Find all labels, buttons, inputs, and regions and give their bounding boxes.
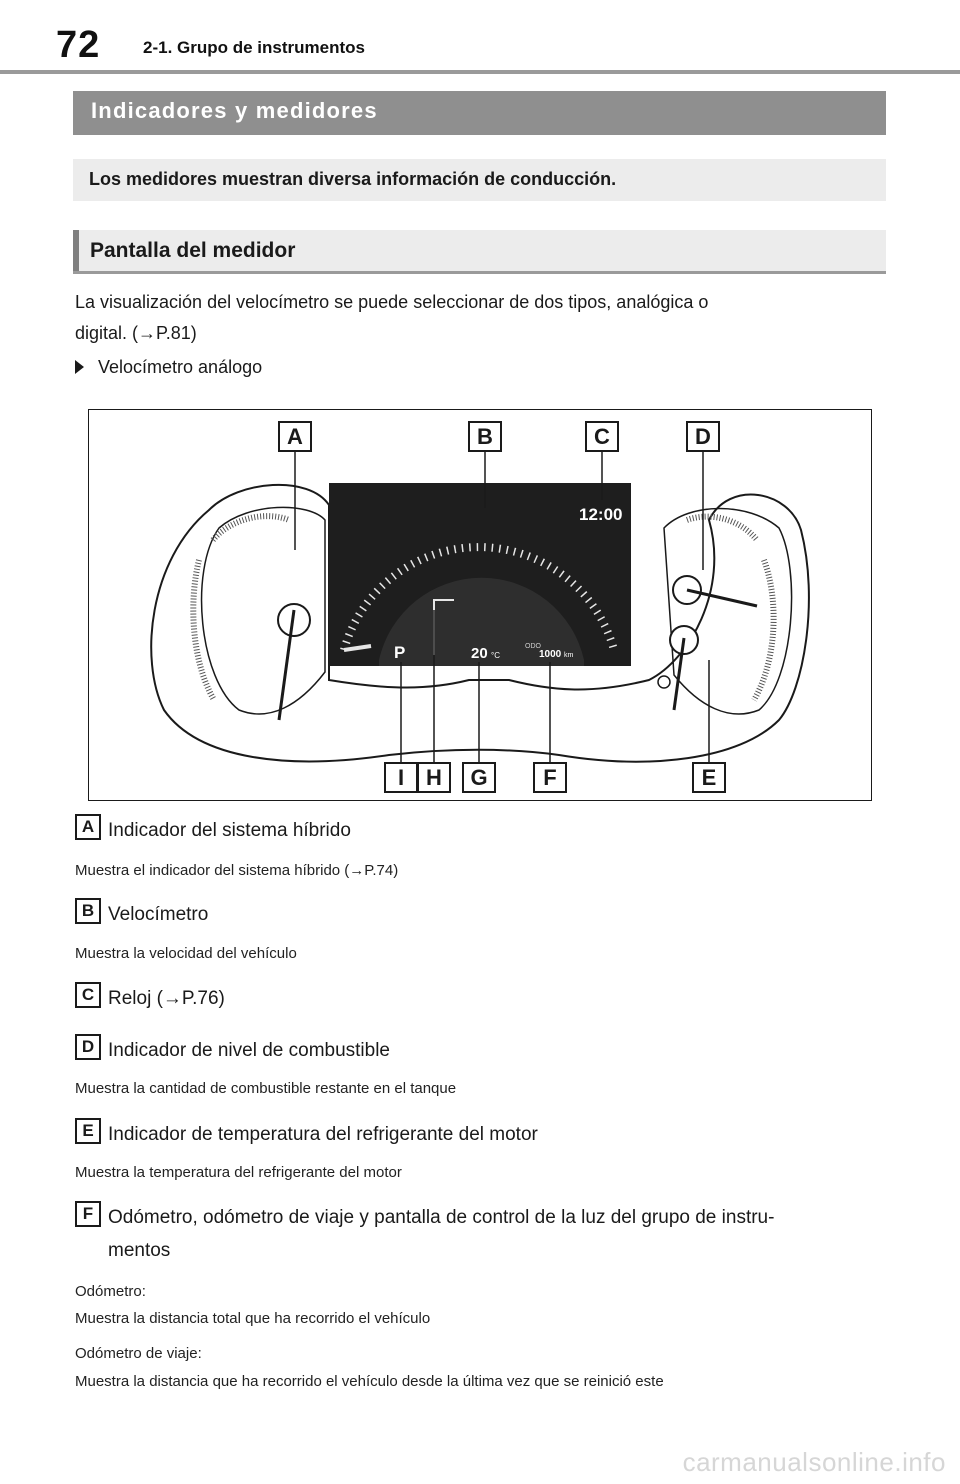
item-badge-f: F xyxy=(75,1201,101,1227)
intro-text: Los medidores muestran diversa información de conducción. xyxy=(89,169,617,189)
display-odo-value: 1000 xyxy=(539,649,562,660)
display-odo-unit: km xyxy=(564,652,574,659)
item-title-f-line-2: mentos xyxy=(108,1240,171,1261)
body-line-1: La visualización del velocímetro se puede seleccionar de dos tipos, analógica o xyxy=(75,292,709,312)
callout-e: E xyxy=(692,762,726,793)
body-paragraph xyxy=(75,287,875,349)
subsection-bar xyxy=(73,230,886,274)
display-clock: 12:00 xyxy=(579,505,623,524)
subsection-title: Pantalla del medidor xyxy=(90,239,296,262)
item-title-e: Indicador de temperatura del refrigerante del motor xyxy=(108,1124,538,1145)
item-badge-d: D xyxy=(75,1034,101,1060)
callout-h: H xyxy=(417,762,451,793)
item-title-d: Indicador de nivel de combustible xyxy=(108,1040,391,1061)
trip-odometer-label: Odómetro de viaje: xyxy=(75,1345,202,1362)
item-desc-d: Muestra la cantidad de combustible restante en el tanque xyxy=(75,1080,457,1097)
item-badge-c: C xyxy=(75,982,101,1008)
body-line-2: digital. (→P.81) xyxy=(75,323,197,343)
display-temp: 20 xyxy=(471,645,488,662)
header-rule xyxy=(0,70,960,74)
section-title: Indicadores y medidores xyxy=(91,98,378,123)
display-gear: P xyxy=(394,643,406,662)
callout-c: C xyxy=(585,421,619,452)
callout-g: G xyxy=(462,762,496,793)
instrument-cluster-figure xyxy=(88,409,872,801)
bullet-analog-speedometer xyxy=(75,357,262,378)
item-badge-e: E xyxy=(75,1118,101,1144)
item-title-b: Velocímetro xyxy=(108,904,209,925)
callout-a: A xyxy=(278,421,312,452)
callout-b: B xyxy=(468,421,502,452)
item-badge-a: A xyxy=(75,814,101,840)
triangle-bullet-icon xyxy=(75,360,84,374)
bullet-text: Velocímetro análogo xyxy=(98,357,263,377)
callout-f: F xyxy=(533,762,567,793)
display-temp-unit: °C xyxy=(491,651,500,660)
page-header xyxy=(0,0,960,74)
item-title-c: Reloj (→P.76) xyxy=(108,988,225,1009)
watermark: carmanualsonline.info xyxy=(682,1447,946,1477)
item-desc-b: Muestra la velocidad del vehículo xyxy=(75,945,297,962)
intro-box xyxy=(73,159,886,201)
page-number: 72 xyxy=(56,24,101,66)
item-badge-b: B xyxy=(75,898,101,924)
cluster-illustration xyxy=(89,410,873,802)
item-title-a: Indicador del sistema híbrido xyxy=(108,820,351,841)
item-title-f xyxy=(108,1201,888,1267)
odometer-desc: Muestra la distancia total que ha recorrido el vehículo xyxy=(75,1310,431,1327)
chapter-title: 2-1. Grupo de instrumentos xyxy=(143,38,365,57)
item-title-f-line-1: Odómetro, odómetro de viaje y pantalla de control de la luz del grupo de instru- xyxy=(108,1207,775,1228)
odometer-label: Odómetro: xyxy=(75,1283,146,1300)
callout-i: I xyxy=(384,762,418,793)
item-desc-e: Muestra la temperatura del refrigerante del motor xyxy=(75,1164,402,1181)
section-title-bar xyxy=(73,91,886,135)
callout-d: D xyxy=(686,421,720,452)
trip-odometer-desc: Muestra la distancia que ha recorrido el vehículo desde la última vez que se reinició este xyxy=(75,1373,664,1390)
item-desc-a: Muestra el indicador del sistema híbrido (→P.74) xyxy=(75,862,399,879)
display-odo-label: ODO xyxy=(525,643,541,650)
subsection-accent xyxy=(73,230,79,271)
